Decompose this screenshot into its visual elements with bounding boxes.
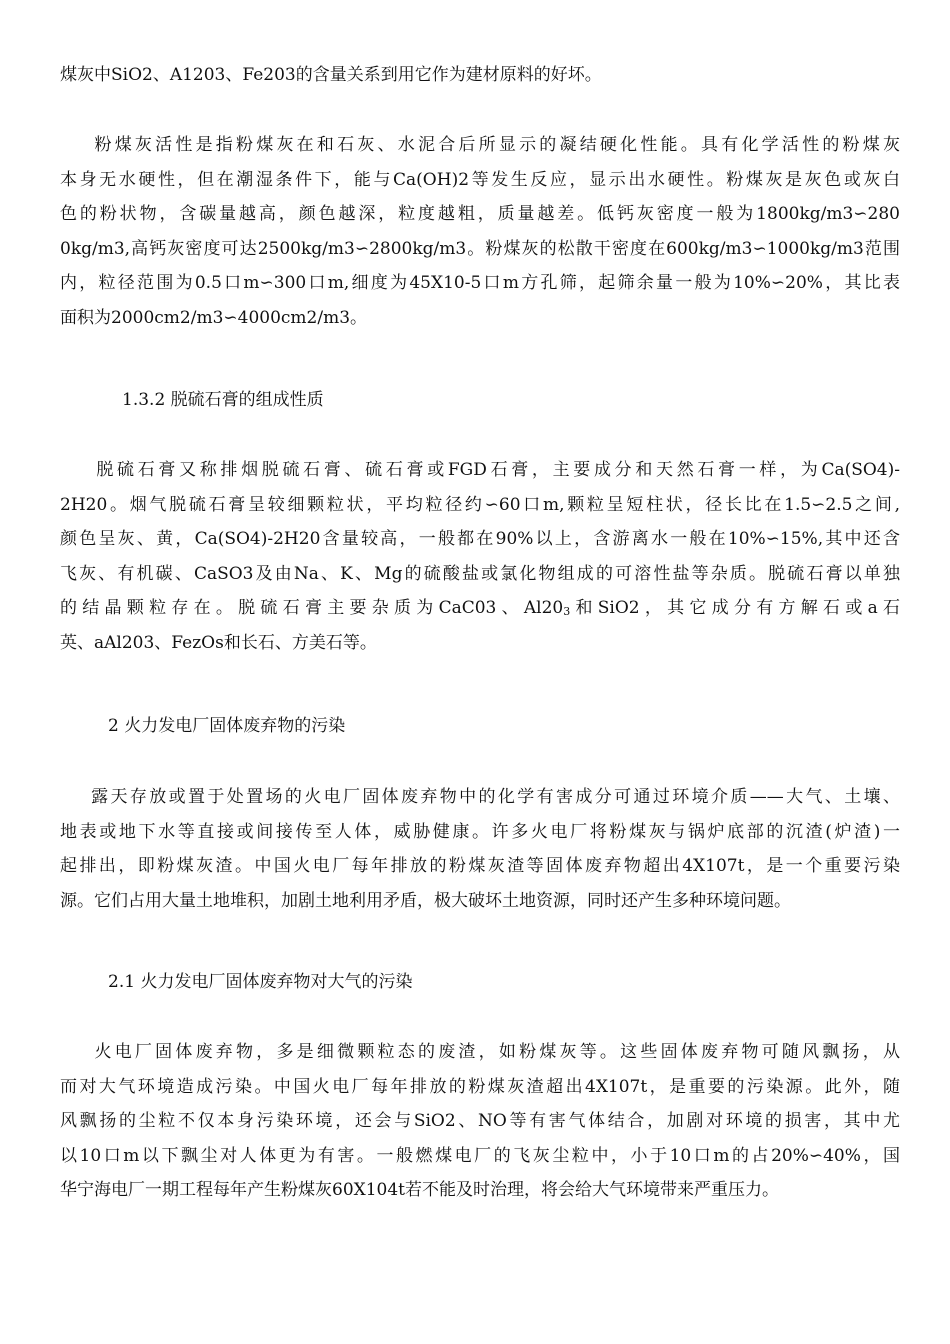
- text-line: 2H20。烟气脱硫石膏呈较细颗粒状，平均粒径约∽60口m,颗粒呈短柱状，径长比在1.5∽2.5之间,: [60, 494, 900, 515]
- section-heading-2: 2 火力发电厂固体废弃物的污染: [108, 716, 346, 736]
- text-line: 地表或地下水等直接或间接传至人体，威胁健康。许多火电厂将粉煤灰与锅炉底部的沉渣(炉渣)一: [60, 821, 900, 842]
- text-line: 内，粒径范围为0.5口m∽300口m,细度为45X10-5口m方孔筛，起筛余量一般为10%∽20%，其比表: [60, 273, 900, 293]
- text-line: 风飘扬的尘粒不仅本身污染环境，还会与SiO2、NO等有害气体结合，加剧对环境的损害，其中尤: [60, 1111, 900, 1131]
- text-line: 火电厂固体废弃物，多是细微颗粒态的废渣，如粉煤灰等。这些固体废弃物可随风飘扬，从: [60, 1042, 900, 1062]
- paragraph-desulfurization-gypsum: [60, 453, 900, 660]
- text-line: 起排出，即粉煤灰渣。中国火电厂每年排放的粉煤灰渣等固体废弃物超出4X107t，是一个重要污染: [60, 856, 900, 876]
- section-heading-1-3-2: 1.3.2 脱硫石膏的组成性质: [122, 390, 324, 410]
- text-line: 色的粉状物，含碳量越高，颜色越深，粒度越粗，质量越差。低钙灰密度一般为1800kg/m3∽280: [60, 204, 900, 224]
- text-line: 飞灰、有机碳、CaSO3及由Na、K、Mg的硫酸盐或氯化物组成的可溶性盐等杂质。脱硫石膏以单独: [60, 563, 900, 584]
- text-line: 而对大气环境造成污染。中国火电厂每年排放的粉煤灰渣超出4X107t，是重要的污染源。此外，随: [60, 1076, 900, 1097]
- text-segment: 和SiO2，其它成分有方解石或a石: [570, 598, 900, 618]
- subscript: 3: [563, 605, 571, 618]
- paragraph-air-pollution: [60, 1035, 900, 1208]
- paragraph-pollution-overview: [60, 780, 900, 918]
- paragraph-fly-ash-composition: [60, 58, 900, 93]
- text-line: 0kg/m3,高钙灰密度可达2500kg/m3∽2800kg/m3。粉煤灰的松散干密度在600kg/m3∽1000kg/m3范围: [60, 238, 900, 259]
- text-line: 脱硫石膏又称排烟脱硫石膏、硫石膏或FGD石膏，主要成分和天然石膏一样，为Ca(SO4)-: [60, 460, 900, 480]
- paragraph-fly-ash-activity: [60, 128, 900, 335]
- text-line: 华宁海电厂一期工程每年产生粉煤灰60X104t若不能及时治理，将会给大气环境带来严重压力。: [60, 1180, 780, 1200]
- text-line: 露天存放或置于处置场的火电厂固体废弃物中的化学有害成分可通过环境介质——大气、土壤、: [60, 787, 900, 807]
- text-line-with-subscript: [60, 591, 900, 626]
- text-line: 源。它们占用大量土地堆积，加剧土地利用矛盾，极大破坏土地资源，同时还产生多种环境问题。: [60, 890, 791, 911]
- text-line: 以10口m以下飘尘对人体更为有害。一般燃煤电厂的飞灰尘粒中，小于10口m的占20%∽40%，国: [60, 1145, 900, 1166]
- text-line: 英、aAl203、FezOs和长石、方美石等。: [60, 632, 377, 653]
- text-line: 颜色呈灰、黄，Ca(SO4)-2H20含量较高，一般都在90%以上，含游离水一般在10%∽15%,其中还含: [60, 529, 900, 549]
- text-line: 煤灰中SiO2、A1203、Fe203的含量关系到用它作为建材原料的好坏。: [60, 65, 602, 85]
- text-segment: 的结晶颗粒存在。脱硫石膏主要杂质为CaC03、Al20: [60, 598, 564, 618]
- section-heading-2-1: 2.1 火力发电厂固体废弃物对大气的污染: [108, 972, 413, 992]
- text-line: 本身无水硬性，但在潮湿条件下，能与Ca(OH)2等发生反应，显示出水硬性。粉煤灰是灰色或灰白: [60, 169, 900, 190]
- text-line: 面积为2000cm2/m3∽4000cm2/m3。: [60, 307, 368, 328]
- text-line: 粉煤灰活性是指粉煤灰在和石灰、水泥合后所显示的凝结硬化性能。具有化学活性的粉煤灰: [60, 135, 900, 155]
